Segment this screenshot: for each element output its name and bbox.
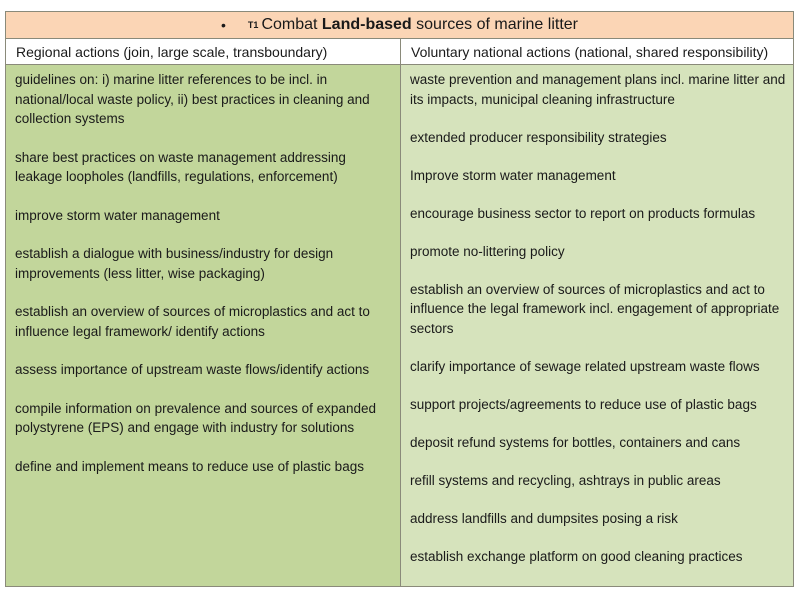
national-action-item: address landfills and dumpsites posing a risk: [410, 510, 678, 526]
national-action-item: clarify importance of sewage related upstream waste flows: [410, 358, 760, 374]
regional-action-item: define and implement means to reduce use of plastic bags: [15, 458, 364, 474]
national-action-item: encourage business sector to report on products formulas: [410, 205, 756, 221]
national-action-item: promote no-littering policy: [410, 243, 565, 259]
body-row: [6, 65, 793, 586]
bullet-icon: •: [221, 17, 226, 33]
title-bold: Land-based: [321, 16, 412, 33]
national-action-item: deposit refund systems for bottles, containers and cans: [410, 434, 741, 450]
national-action-item: establish exchange platform on good cleaning practices: [410, 548, 743, 564]
regional-action-item: establish a dialogue with business/industry for design improvements (less litter, wise packaging): [15, 246, 334, 281]
national-action-item: extended producer responsibility strategies: [410, 129, 667, 145]
title-suffix: sources of marine litter: [411, 16, 578, 33]
table-title: [6, 12, 793, 39]
actions-table: [5, 11, 794, 587]
header-regional: Regional actions (join, large scale, transboundary): [6, 39, 401, 64]
regional-action-item: assess importance of upstream waste flows/identify actions: [15, 362, 370, 377]
regional-actions-column: [6, 65, 401, 586]
header-national: Voluntary national actions (national, shared responsibility): [411, 43, 769, 60]
regional-action-item: guidelines on: i) marine litter references to be incl. in national/local waste policy, ii) best practices in cleaning and collection systems: [15, 72, 370, 126]
national-actions-column: [401, 65, 793, 586]
title-prefix: Combat: [261, 16, 322, 33]
national-action-item: waste prevention and management plans incl. marine litter and its impacts, municipal cleaning infrastructure: [410, 72, 786, 107]
regional-action-item: share best practices on waste management addressing leakage loopholes (landfills, regulations, enforcement): [15, 149, 346, 184]
national-action-item: refill systems and recycling, ashtrays in public areas: [410, 472, 721, 488]
regional-action-item: improve storm water management: [15, 207, 220, 223]
header-row: [6, 39, 793, 65]
regional-action-item: compile information on prevalence and sources of expanded polystyrene (EPS) and engage with industry for solutions: [15, 400, 376, 435]
regional-action-item: establish an overview of sources of microplastics and act to influence legal framework/ identify actions: [15, 304, 370, 339]
national-action-item: support projects/agreements to reduce use of plastic bags: [410, 396, 757, 412]
national-action-item: Improve storm water management: [410, 167, 616, 183]
title-superscript: T1: [247, 20, 259, 30]
national-action-item: establish an overview of sources of microplastics and act to influence the legal framework incl. engagement of appropriate sectors: [410, 281, 780, 336]
